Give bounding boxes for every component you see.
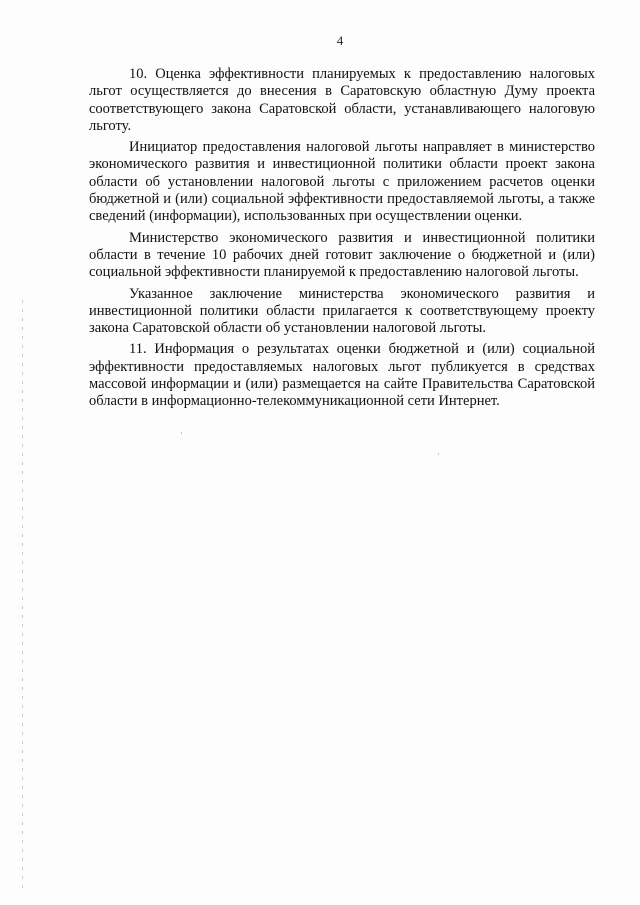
scan-speck <box>438 453 439 455</box>
paragraph-initiator: Инициатор предоставления налоговой льготы направляет в министерство экономического развития и инвестиционной политики области проект закона области об установлении налоговой льготы с приложением расчетов оценки бюджетной и (или) социальной эффективности предоставляемой льготы, а также сведений (информации), использованных при осуществлении оценки. <box>89 139 595 225</box>
scan-edge-mark <box>22 300 23 890</box>
paragraph-ministry: Министерство экономического развития и инвестиционной политики области в течение 10 рабочих дней готовит заключение о бюджетной и (или) социальной эффективности планируемой к предоставлению налоговой льготы. <box>89 229 595 281</box>
paragraph-item-10: 10. Оценка эффективности планируемых к предоставлению налоговых льгот осуществляется до внесения в Саратовскую областную Думу проекта соответствующего закона Саратовской области, устанавливающего налоговую льготу. <box>89 66 595 134</box>
paragraph-conclusion: Указанное заключение министерства экономического развития и инвестиционной политики области прилагается к соответствующему проекту закона Саратовской области об установлении налоговой льготы. <box>89 285 595 337</box>
scan-speck <box>181 432 182 434</box>
page-number: 4 <box>336 33 344 48</box>
document-text <box>89 66 595 415</box>
paragraph-item-11: 11. Информация о результатах оценки бюджетной и (или) социальной эффективности предоставляемых налоговых льгот публикуется в средствах массовой информации и (или) размещается на сайте Правительства Саратовской области в информационно-телекоммуникационной сети Интернет. <box>89 341 595 410</box>
